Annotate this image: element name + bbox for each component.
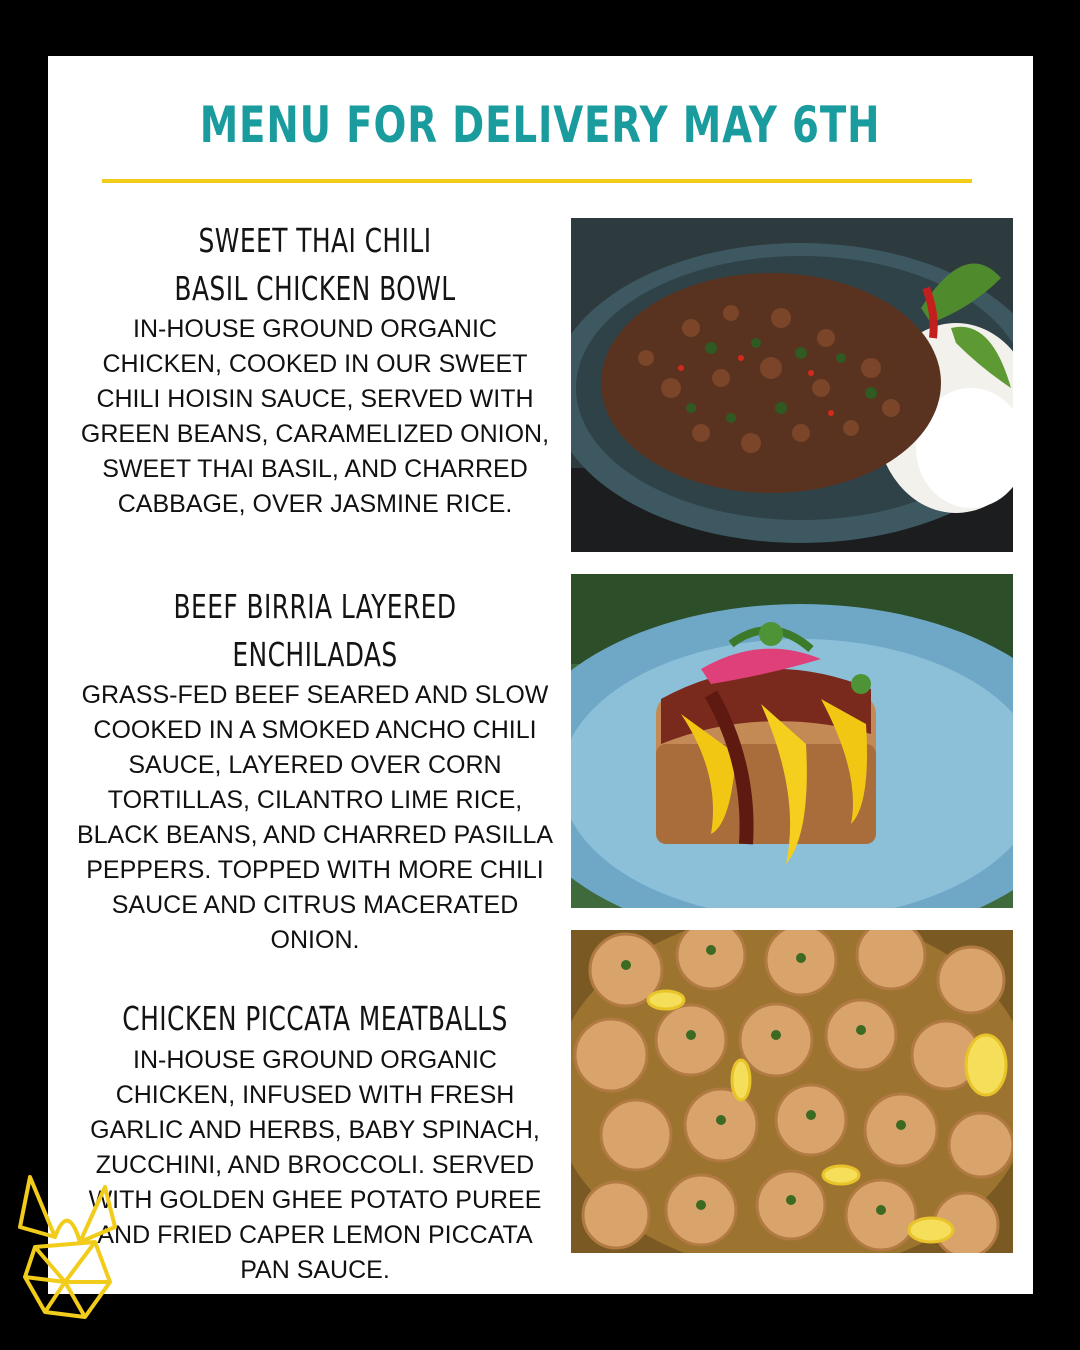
item-title-birria-line2: ENCHILADAS [232, 635, 398, 674]
item-description-piccata-meatballs: IN-HOUSE GROUND ORGANIC CHICKEN, INFUSED WITH FRESH GARLIC AND HERBS, BABY SPINACH, ZUCCHINI, AND BROCCOLI. SERVED WITH GOLDEN GHEE POTATO PUREE AND FRIED CAPER LEMON PICCATA PAN SAUCE. [88, 1046, 542, 1284]
item-title-basil-chicken-line1: SWEET THAI CHILI [198, 221, 432, 260]
basil-chicken-bowl-photo [571, 218, 1013, 552]
item-title-birria-line1: BEEF BIRRIA LAYERED [173, 587, 457, 626]
item-description-basil-chicken: IN-HOUSE GROUND ORGANIC CHICKEN, COOKED IN OUR SWEET CHILI HOISIN SAUCE, SERVED WITH GREEN BEANS, CARAMELIZED ONION, SWEET THAI BASIL, AND CHARRED CABBAGE, OVER JASMINE RICE. [80, 315, 550, 518]
item-title-basil-chicken-line2: BASIL CHICKEN BOWL [174, 269, 456, 308]
brand-logo [10, 1172, 122, 1322]
piccata-meatballs-photo [571, 930, 1013, 1253]
geometric-pineapple-logo-icon [10, 1172, 122, 1322]
item-description-birria: GRASS-FED BEEF SEARED AND SLOW COOKED IN A SMOKED ANCHO CHILI SAUCE, LAYERED OVER CORN TORTILLAS, CILANTRO LIME RICE, BLACK BEANS, AND CHARRED PASILLA PEPPERS. TOPPED WITH MORE CHILI SAUCE AND CITRUS MACERATED ONION. [76, 681, 554, 954]
title-divider [102, 179, 972, 183]
page-title: MENU FOR DELIVERY MAY 6TH [199, 96, 881, 154]
item-title-piccata-meatballs: CHICKEN PICCATA MEATBALLS [122, 999, 508, 1038]
birria-enchiladas-photo [571, 574, 1013, 908]
